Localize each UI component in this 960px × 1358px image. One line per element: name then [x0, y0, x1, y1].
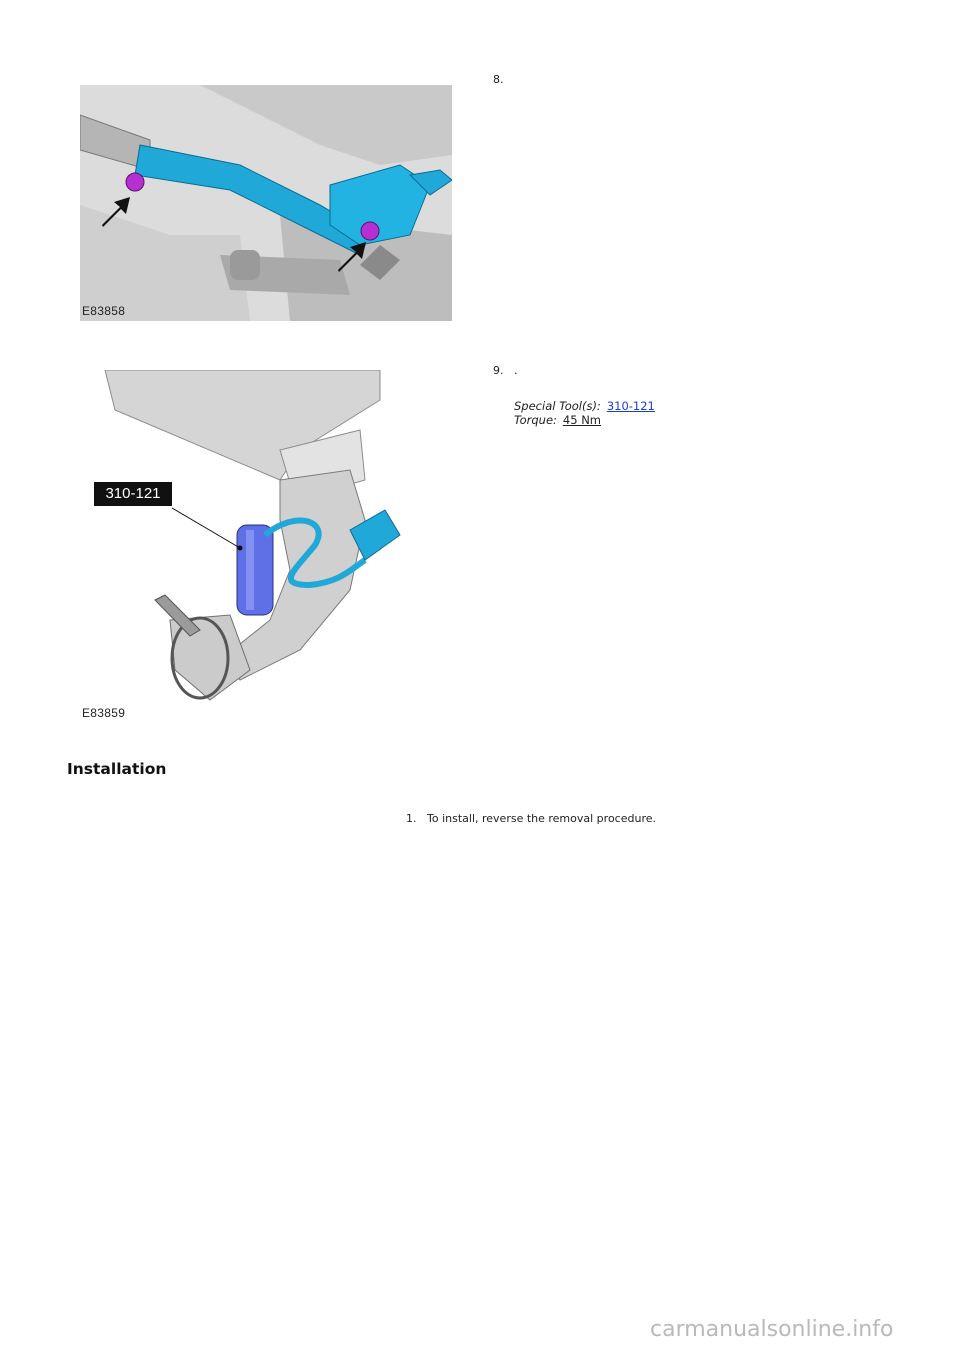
figure-exhaust-underside	[80, 85, 452, 321]
exhaust-underside-illustration	[80, 85, 452, 321]
step-number: 9.	[493, 364, 504, 377]
section-heading: Installation	[67, 760, 167, 778]
torque-label: Torque:	[514, 413, 557, 427]
sensor-tool-illustration	[80, 370, 452, 718]
special-tools-spec	[514, 399, 655, 413]
torque-value: 45 Nm	[562, 413, 601, 427]
torque-spec	[514, 413, 601, 427]
special-tools-label: Special Tool(s):	[514, 399, 601, 413]
step-text: .	[514, 364, 518, 377]
site-watermark: carmanualsonline.info	[650, 1317, 894, 1342]
figure-id: E83859	[82, 706, 126, 720]
special-tool-link[interactable]: 310-121	[606, 399, 655, 413]
tool-callout-label: 310-121	[105, 485, 161, 502]
install-step-number: 1.	[406, 812, 417, 825]
figure-id: E83858	[82, 304, 126, 318]
install-step-text: To install, reverse the removal procedure.	[427, 812, 656, 825]
figure-sensor-tool	[80, 370, 452, 718]
step-number: 8.	[493, 73, 504, 86]
